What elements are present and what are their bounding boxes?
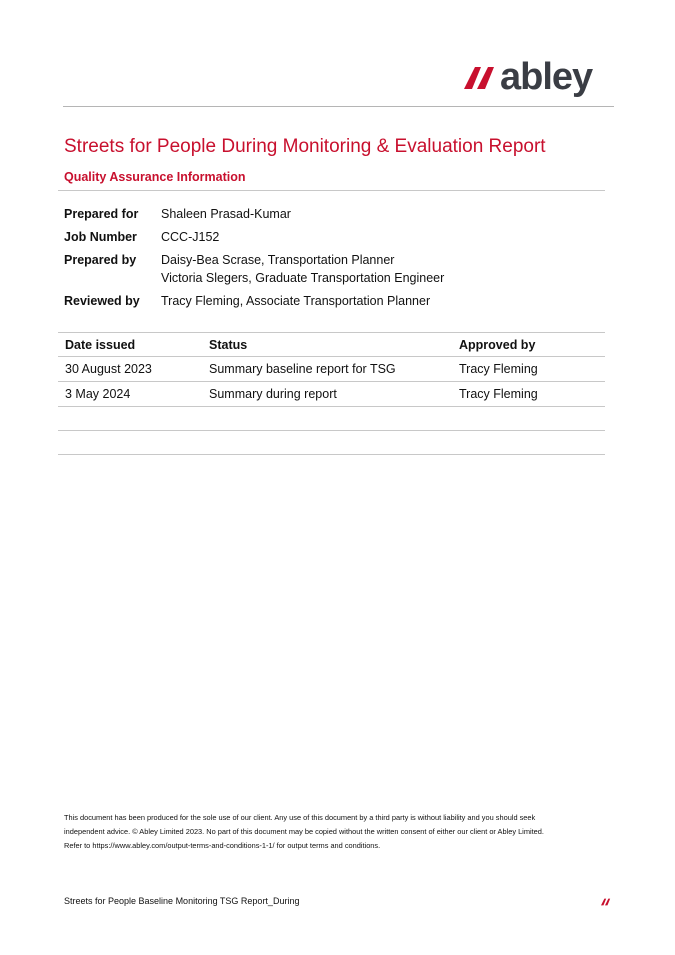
column-header-date: Date issued [65,338,136,352]
table-rule [58,406,605,407]
qa-value: Shaleen Prasad-Kumar [161,207,291,221]
abley-logo-mark-icon [464,67,500,89]
table-rule [58,356,605,357]
table-cell-date: 30 August 2023 [65,362,152,376]
qa-value-list [161,251,444,287]
table-rule [58,454,605,455]
table-rule [58,381,605,382]
qa-value: Tracy Fleming, Associate Transportation Planner [161,294,431,308]
qa-value: Victoria Slegers, Graduate Transportation Engineer [161,271,445,285]
qa-value: Daisy-Bea Scrase, Transportation Planner [161,253,395,267]
table-rule [58,332,605,333]
abley-footer-mark-icon [601,898,612,906]
column-header-status: Status [209,338,248,352]
table-cell-approved-by: Tracy Fleming [459,387,538,401]
qa-label: Job Number [64,230,137,244]
table-cell-status: Summary baseline report for TSG [209,362,396,376]
page-title: Streets for People During Monitoring & Evaluation Report [64,136,546,157]
qa-label: Prepared by [64,253,137,267]
disclaimer-text: This document has been produced for the sole use of our client. Any use of this document by a third party is without liability and you should seek independent advice. © Abley Limited 2023. No part of this document may be copied without the written consent of either our client or Abley Limited. Refer to https://www.abley.com/output-terms-and-conditions-1-1/ for output terms and conditions. [64,813,544,850]
abley-logo-text: abley [500,56,593,98]
table-cell-date: 3 May 2024 [65,387,131,401]
table-rule [58,430,605,431]
table-cell-approved-by: Tracy Fleming [459,362,538,376]
table-cell-status: Summary during report [209,387,337,401]
column-header-approved-by: Approved by [459,338,536,352]
header-divider [63,106,614,107]
footer-document-title: Streets for People Baseline Monitoring TSG Report_During [64,896,300,906]
section-subtitle: Quality Assurance Information [64,170,246,184]
abley-logo [464,58,610,100]
qa-label: Reviewed by [64,294,140,308]
subtitle-divider [58,190,605,191]
qa-value: CCC-J152 [161,230,220,244]
qa-label: Prepared for [64,207,139,221]
